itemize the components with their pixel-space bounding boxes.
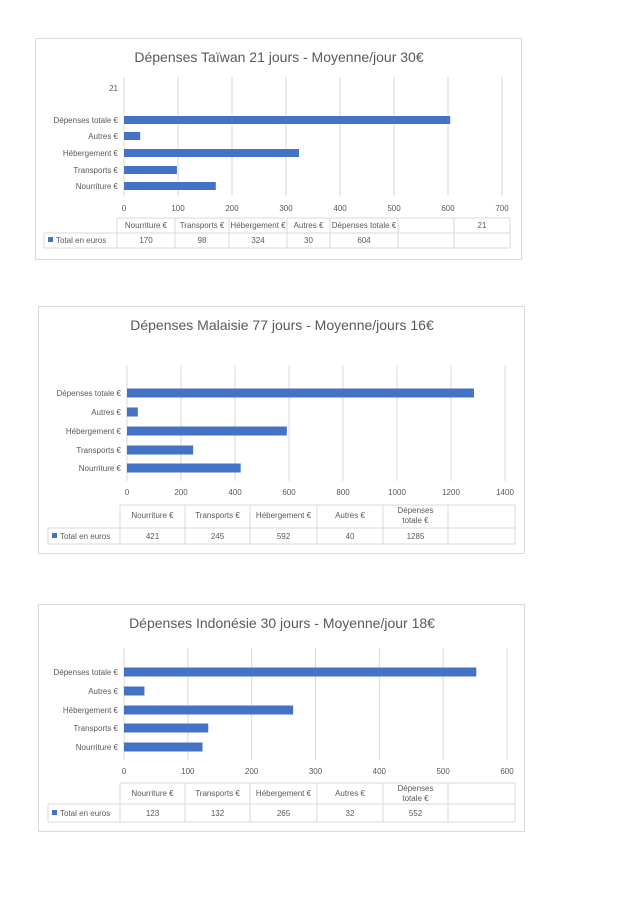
table-header-indonesie: Nourriture € — [131, 789, 174, 798]
table-value-indonesie: 265 — [276, 809, 291, 818]
bar-indonesie — [124, 687, 144, 696]
x-tick-label-malaisie: 1400 — [496, 488, 514, 497]
bar-indonesie — [124, 724, 208, 733]
x-tick-label-taiwan: 400 — [333, 204, 347, 213]
table-header-malaisie: Autres € — [335, 511, 365, 520]
legend-key-malaisie — [52, 533, 57, 538]
table-header-indonesie: totale € — [402, 794, 429, 803]
bar-indonesie — [124, 706, 293, 715]
legend-label-indonesie: Total en euros — [60, 809, 111, 818]
x-tick-label-malaisie: 600 — [282, 488, 296, 497]
legend-label-malaisie: Total en euros — [60, 532, 111, 541]
x-tick-label-indonesie: 600 — [500, 767, 514, 776]
category-label-taiwan: Hébergement € — [62, 149, 118, 158]
chart-title-taiwan: Dépenses Taïwan 21 jours - Moyenne/jour 30€ — [134, 49, 424, 65]
bar-indonesie — [124, 668, 476, 677]
x-tick-label-indonesie: 0 — [121, 767, 127, 776]
bar-malaisie — [127, 446, 193, 455]
table-value-indonesie: 123 — [145, 809, 160, 818]
table-value-taiwan: 170 — [139, 236, 153, 245]
x-tick-label-indonesie: 300 — [308, 767, 323, 776]
x-tick-label-malaisie: 1000 — [388, 488, 406, 497]
bar-malaisie — [127, 427, 287, 436]
table-value-taiwan: 604 — [357, 236, 371, 245]
table-value-malaisie: 245 — [210, 532, 225, 541]
x-tick-label-indonesie: 100 — [181, 767, 195, 776]
category-label-taiwan: Autres € — [88, 132, 118, 141]
table-header-malaisie: Dépenses — [397, 506, 434, 515]
x-tick-label-taiwan: 300 — [279, 204, 293, 213]
table-value-taiwan: 98 — [197, 236, 207, 245]
table-header-indonesie: Transports € — [195, 789, 240, 798]
category-label-malaisie: Nourriture € — [78, 464, 121, 473]
table-header-taiwan: Autres € — [293, 221, 324, 230]
category-label-indonesie: Hébergement € — [62, 706, 118, 715]
table-value-indonesie: 132 — [210, 809, 225, 818]
legend-key-taiwan — [48, 237, 53, 242]
table-header-taiwan: Hébergement € — [230, 221, 286, 230]
category-label-indonesie: Dépenses totale € — [53, 668, 118, 677]
bar-taiwan — [124, 166, 177, 174]
x-tick-label-malaisie: 0 — [124, 488, 130, 497]
x-tick-label-malaisie: 200 — [174, 488, 188, 497]
category-label-malaisie: Autres € — [91, 408, 121, 417]
x-tick-label-indonesie: 500 — [436, 767, 450, 776]
category-label-malaisie: Hébergement € — [65, 427, 121, 436]
table-header-malaisie: Nourriture € — [131, 511, 174, 520]
legend-key-indonesie — [52, 810, 57, 815]
bar-malaisie — [127, 408, 138, 417]
bar-taiwan — [124, 116, 450, 124]
x-tick-label-malaisie: 400 — [228, 488, 242, 497]
table-value-indonesie: 552 — [408, 809, 423, 818]
table-value-taiwan: 30 — [304, 236, 313, 245]
category-label-malaisie: Dépenses totale € — [56, 389, 121, 398]
table-value-malaisie: 40 — [345, 532, 355, 541]
table-header-taiwan: Transports € — [179, 221, 225, 230]
table-value-taiwan: 324 — [251, 236, 265, 245]
table-value-malaisie: 592 — [276, 532, 291, 541]
x-tick-label-taiwan: 500 — [387, 204, 401, 213]
table-header-malaisie: Hébergement € — [255, 511, 312, 520]
x-tick-label-taiwan: 100 — [171, 204, 185, 213]
chart-title-malaisie: Dépenses Malaisie 77 jours - Moyenne/jours 16€ — [130, 317, 434, 333]
table-value-malaisie: 1285 — [406, 532, 425, 541]
legend-label-taiwan: Total en euros — [56, 236, 107, 245]
table-header-taiwan: Dépenses totale € — [331, 221, 397, 230]
bar-taiwan — [124, 182, 216, 190]
x-tick-label-indonesie: 400 — [372, 767, 387, 776]
table-header-malaisie: totale € — [402, 516, 429, 525]
table-header-indonesie: Dépenses — [397, 784, 434, 793]
table-header-taiwan: 21 — [477, 221, 487, 230]
category-label-taiwan: Nourriture € — [75, 182, 118, 191]
category-label-taiwan: Transports € — [73, 166, 118, 175]
x-tick-label-taiwan: 700 — [495, 204, 509, 213]
table-header-malaisie: Transports € — [195, 511, 240, 520]
x-tick-label-indonesie: 200 — [244, 767, 259, 776]
table-value-malaisie: 421 — [145, 532, 160, 541]
bar-malaisie — [127, 464, 241, 473]
x-tick-label-taiwan: 600 — [441, 204, 455, 213]
chart-title-indonesie: Dépenses Indonésie 30 jours - Moyenne/jour 18€ — [129, 615, 435, 631]
x-tick-label-taiwan: 0 — [121, 204, 127, 213]
bar-malaisie — [127, 389, 474, 398]
x-tick-label-malaisie: 1200 — [442, 488, 460, 497]
category-label-taiwan: 21 — [109, 84, 118, 93]
x-tick-label-taiwan: 200 — [225, 204, 239, 213]
table-header-indonesie: Hébergement € — [255, 789, 312, 798]
category-label-indonesie: Nourriture € — [75, 743, 118, 752]
category-label-indonesie: Transports € — [73, 724, 118, 733]
x-tick-label-malaisie: 800 — [336, 488, 350, 497]
table-value-indonesie: 32 — [345, 809, 355, 818]
bar-taiwan — [124, 132, 140, 140]
category-label-taiwan: Dépenses totale € — [53, 116, 118, 125]
bar-indonesie — [124, 743, 203, 752]
category-label-indonesie: Autres € — [88, 687, 118, 696]
bar-taiwan — [124, 149, 299, 157]
table-header-taiwan: Nourriture € — [124, 221, 168, 230]
category-label-malaisie: Transports € — [76, 446, 121, 455]
table-header-indonesie: Autres € — [335, 789, 365, 798]
